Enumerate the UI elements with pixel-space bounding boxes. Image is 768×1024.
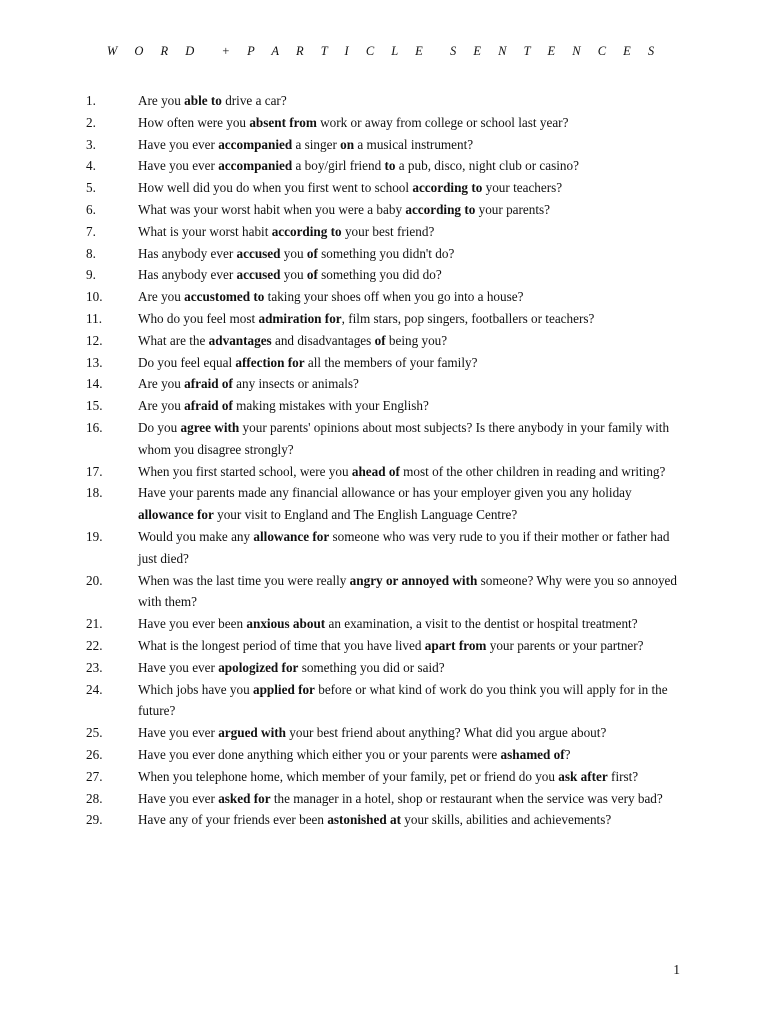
phrase-highlight: accused xyxy=(236,267,281,283)
phrase-highlight: afraid of xyxy=(184,398,233,414)
sentence-number: 23. xyxy=(86,659,103,675)
page-number: 1 xyxy=(673,962,680,977)
sentence-number: 28. xyxy=(86,790,103,806)
sentence-fragment: Have you ever been xyxy=(138,616,247,632)
phrase-highlight: argued with xyxy=(218,725,286,741)
sentence-fragment: What is the longest period of time that you have lived xyxy=(138,637,425,653)
phrase-highlight: according to xyxy=(412,180,483,196)
sentence-fragment: your parents or your partner? xyxy=(486,637,644,653)
sentence-item xyxy=(0,657,768,679)
sentence-number: 12. xyxy=(86,332,103,348)
sentence-fragment: your parents? xyxy=(475,201,551,217)
sentence-list xyxy=(0,90,768,831)
sentence-fragment: your skills, abilities and achievements? xyxy=(400,812,612,828)
sentence-fragment: ? xyxy=(564,746,571,762)
sentence-text xyxy=(138,90,688,112)
sentence-fragment: , film stars, pop singers, footballers or teachers? xyxy=(341,310,595,326)
sentence-text xyxy=(138,352,688,374)
sentence-item xyxy=(0,482,768,526)
sentence-fragment: a pub, disco, night club or casino? xyxy=(395,158,579,174)
phrase-highlight: applied for xyxy=(253,681,315,697)
sentence-fragment: What are the xyxy=(138,332,209,348)
sentence-fragment: When you telephone home, which member of your family, pet or friend do you xyxy=(138,768,559,784)
sentence-number: 1. xyxy=(86,93,96,108)
sentence-fragment: Are you xyxy=(138,93,185,108)
sentence-item xyxy=(0,722,768,744)
sentence-fragment: drive a car? xyxy=(221,93,287,108)
sentence-fragment: Do you xyxy=(138,419,181,435)
sentence-item xyxy=(0,177,768,199)
sentence-item xyxy=(0,395,768,417)
sentence-fragment: How well did you do when you first went to school xyxy=(138,180,413,196)
sentence-item xyxy=(0,373,768,395)
sentence-number: 14. xyxy=(86,376,103,392)
sentence-number: 16. xyxy=(86,419,103,435)
sentence-fragment: Are you xyxy=(138,376,185,392)
sentence-item xyxy=(0,809,768,831)
sentence-fragment: something you didn't do? xyxy=(317,245,455,261)
sentence-item xyxy=(0,134,768,156)
phrase-highlight: ashamed of xyxy=(500,746,565,762)
sentence-fragment: your visit to England and The English Language Centre? xyxy=(213,507,518,523)
sentence-text xyxy=(138,635,688,657)
sentence-number: 2. xyxy=(86,114,96,130)
phrase-highlight: apart from xyxy=(424,637,487,653)
phrase-highlight: according to xyxy=(271,223,342,239)
sentence-number: 15. xyxy=(86,398,103,414)
sentence-number: 8. xyxy=(86,245,96,261)
sentence-number: 6. xyxy=(86,201,96,217)
sentence-fragment: Are you xyxy=(138,398,185,414)
sentence-fragment: taking your shoes off when you go into a house? xyxy=(264,289,524,305)
sentence-text xyxy=(138,134,688,156)
sentence-item xyxy=(0,635,768,657)
sentence-fragment: Have you ever xyxy=(138,659,219,675)
sentence-text xyxy=(138,744,688,766)
sentence-fragment: Have your parents made any financial allowance or has your employer given you any holiday xyxy=(138,485,632,501)
sentence-item xyxy=(0,90,768,112)
sentence-fragment: Have you ever done anything which either you or your parents were xyxy=(138,746,501,762)
phrase-highlight: allowance for xyxy=(138,507,214,523)
sentence-fragment: When was the last time you were really xyxy=(138,572,350,588)
sentence-number: 26. xyxy=(86,746,103,762)
sentence-fragment: something you did do? xyxy=(317,267,442,283)
sentence-text xyxy=(138,461,688,483)
sentence-fragment: work or away from college or school last year? xyxy=(316,114,569,130)
sentence-fragment: a singer xyxy=(292,136,341,152)
sentence-fragment: most of the other children in reading and writing? xyxy=(399,463,666,479)
sentence-item xyxy=(0,526,768,570)
sentence-text xyxy=(138,395,688,417)
sentence-item xyxy=(0,155,768,177)
sentence-item xyxy=(0,788,768,810)
sentence-item xyxy=(0,570,768,614)
phrase-highlight: of xyxy=(306,267,318,283)
phrase-highlight: on xyxy=(340,136,355,152)
phrase-highlight: able to xyxy=(184,93,222,108)
sentence-item xyxy=(0,286,768,308)
sentence-number: 25. xyxy=(86,725,103,741)
sentence-text xyxy=(138,679,688,723)
phrase-highlight: advantages xyxy=(208,332,272,348)
sentence-text xyxy=(138,221,688,243)
sentence-text xyxy=(138,526,688,570)
sentence-text xyxy=(138,570,688,614)
sentence-item xyxy=(0,461,768,483)
phrase-highlight: absent from xyxy=(249,114,317,130)
sentence-text xyxy=(138,308,688,330)
sentence-fragment: Would you make any xyxy=(138,528,254,544)
phrase-highlight: admiration for xyxy=(258,310,342,326)
sentence-item xyxy=(0,679,768,723)
phrase-highlight: accused xyxy=(236,245,281,261)
sentence-text xyxy=(138,788,688,810)
sentence-text xyxy=(138,243,688,265)
phrase-highlight: allowance for xyxy=(253,528,330,544)
phrase-highlight: angry or annoyed with xyxy=(349,572,478,588)
sentence-number: 21. xyxy=(86,616,103,632)
sentence-text xyxy=(138,264,688,286)
sentence-item xyxy=(0,112,768,134)
sentence-fragment: making mistakes with your English? xyxy=(232,398,429,414)
sentence-fragment: Are you xyxy=(138,289,185,305)
sentence-item xyxy=(0,264,768,286)
sentence-fragment: Has anybody ever xyxy=(138,245,237,261)
sentence-text xyxy=(138,330,688,352)
sentence-fragment: Have you ever xyxy=(138,790,219,806)
sentence-number: 22. xyxy=(86,637,103,653)
sentence-fragment: your teachers? xyxy=(482,180,563,196)
sentence-number: 17. xyxy=(86,463,103,479)
sentence-fragment: your best friend? xyxy=(341,223,435,239)
sentence-number: 9. xyxy=(86,267,96,283)
sentence-fragment: What was your worst habit when you were a baby xyxy=(138,201,406,217)
sentence-fragment: When you first started school, were you xyxy=(138,463,352,479)
sentence-item xyxy=(0,613,768,635)
phrase-highlight: accompanied xyxy=(218,136,293,152)
sentence-item xyxy=(0,221,768,243)
phrase-highlight: affection for xyxy=(235,354,305,370)
sentence-text xyxy=(138,155,688,177)
phrase-highlight: asked for xyxy=(218,790,271,806)
sentence-item xyxy=(0,352,768,374)
sentence-fragment: Have you ever xyxy=(138,725,219,741)
sentence-item xyxy=(0,243,768,265)
sentence-number: 19. xyxy=(86,528,103,544)
sentence-fragment: you xyxy=(280,267,307,283)
phrase-highlight: afraid of xyxy=(184,376,233,392)
sentence-text xyxy=(138,286,688,308)
sentence-number: 11. xyxy=(86,310,102,326)
phrase-highlight: agree with xyxy=(180,419,240,435)
sentence-fragment: your parents' opinions about most subjects? Is there anybody in your family with whom you disagree strongly? xyxy=(138,419,670,457)
phrase-highlight: accustomed to xyxy=(184,289,265,305)
sentence-text xyxy=(138,657,688,679)
sentence-fragment: Who do you feel most xyxy=(138,310,259,326)
sentence-fragment: Have any of your friends ever been xyxy=(138,812,328,828)
sentence-text xyxy=(138,112,688,134)
sentence-number: 10. xyxy=(86,289,103,305)
sentence-text xyxy=(138,177,688,199)
sentence-fragment: Has anybody ever xyxy=(138,267,237,283)
sentence-number: 7. xyxy=(86,223,96,239)
sentence-text xyxy=(138,373,688,395)
phrase-highlight: apologized for xyxy=(218,659,299,675)
sentence-item xyxy=(0,766,768,788)
sentence-fragment: before or what kind of work do you think you will apply for in the future? xyxy=(138,681,668,719)
phrase-highlight: of xyxy=(306,245,318,261)
sentence-item xyxy=(0,199,768,221)
sentence-fragment: What is your worst habit xyxy=(138,223,272,239)
sentence-fragment: someone? Why were you so annoyed with them? xyxy=(138,572,678,610)
phrase-highlight: ahead of xyxy=(351,463,400,479)
phrase-highlight: astonished at xyxy=(327,812,401,828)
sentence-item xyxy=(0,744,768,766)
sentence-fragment: something you did or said? xyxy=(298,659,445,675)
sentence-fragment: Which jobs have you xyxy=(138,681,253,697)
phrase-highlight: to xyxy=(384,158,396,174)
sentence-fragment: first? xyxy=(607,768,639,784)
sentence-fragment: a musical instrument? xyxy=(354,136,474,152)
sentence-text xyxy=(138,199,688,221)
sentence-number: 27. xyxy=(86,768,103,784)
sentence-text xyxy=(138,613,688,635)
sentence-text xyxy=(138,417,688,461)
phrase-highlight: of xyxy=(374,332,386,348)
sentence-number: 20. xyxy=(86,572,103,588)
sentence-fragment: you xyxy=(280,245,307,261)
sentence-fragment: all the members of your family? xyxy=(304,354,478,370)
sentence-fragment: the manager in a hotel, shop or restaurant when the service was very bad? xyxy=(270,790,663,806)
phrase-highlight: anxious about xyxy=(246,616,326,632)
sentence-number: 24. xyxy=(86,681,103,697)
sentence-item xyxy=(0,308,768,330)
sentence-text xyxy=(138,722,688,744)
sentence-fragment: Have you ever xyxy=(138,136,219,152)
sentence-fragment: a boy/girl friend xyxy=(292,158,385,174)
sentence-number: 13. xyxy=(86,354,103,370)
sentence-text xyxy=(138,809,688,831)
sentence-text xyxy=(138,766,688,788)
sentence-number: 4. xyxy=(86,158,96,174)
sentence-fragment: someone who was very rude to you if their mother or father had just died? xyxy=(138,528,670,566)
sentence-fragment: being you? xyxy=(385,332,448,348)
sentence-fragment: your best friend about anything? What did you argue about? xyxy=(285,725,607,741)
sentence-item xyxy=(0,330,768,352)
sentence-fragment: and disadvantages xyxy=(271,332,375,348)
document-title: W O R D + P A R T I C L E S E N T E N C E S xyxy=(106,44,662,58)
sentence-fragment: Have you ever xyxy=(138,158,219,174)
phrase-highlight: accompanied xyxy=(218,158,293,174)
phrase-highlight: ask after xyxy=(558,768,608,784)
sentence-number: 29. xyxy=(86,812,103,828)
sentence-text xyxy=(138,482,688,526)
sentence-number: 3. xyxy=(86,136,96,152)
phrase-highlight: according to xyxy=(405,201,476,217)
sentence-item xyxy=(0,417,768,461)
sentence-number: 18. xyxy=(86,485,103,501)
sentence-fragment: How often were you xyxy=(138,114,250,130)
sentence-fragment: an examination, a visit to the dentist or hospital treatment? xyxy=(325,616,638,632)
sentence-number: 5. xyxy=(86,180,96,196)
sentence-fragment: Do you feel equal xyxy=(138,354,236,370)
sentence-fragment: any insects or animals? xyxy=(232,376,359,392)
